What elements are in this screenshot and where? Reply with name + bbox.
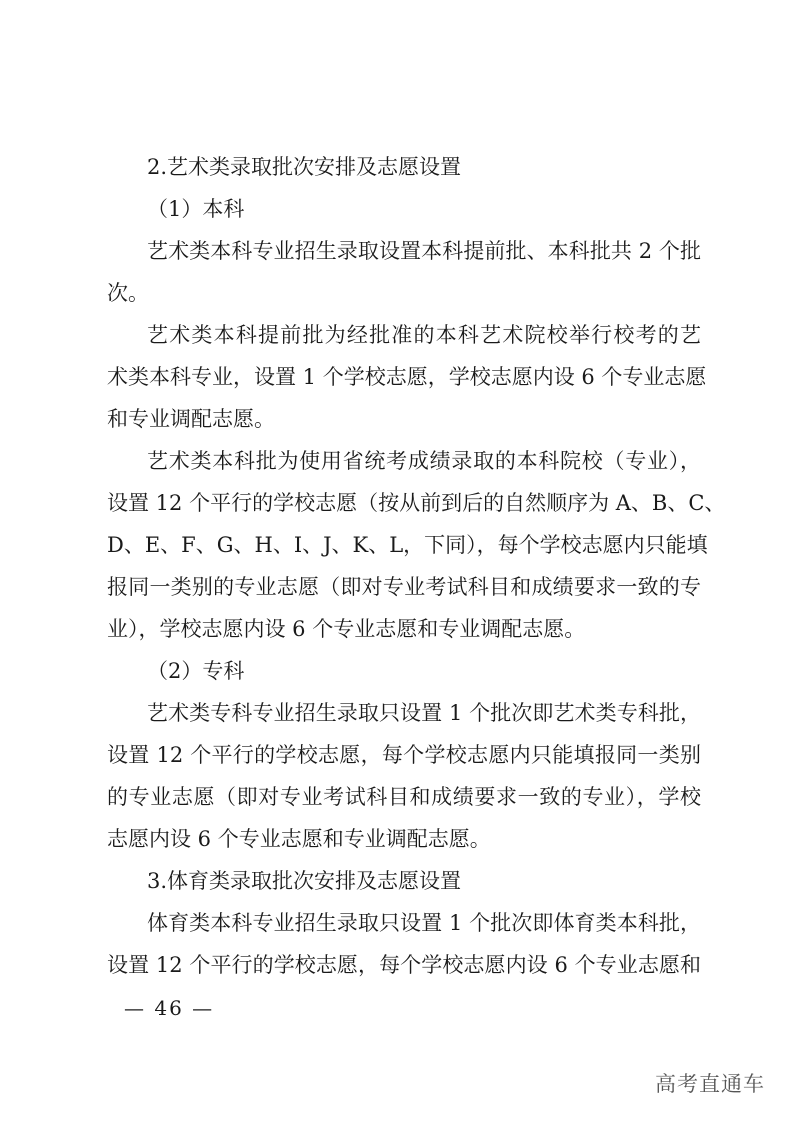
text-line: 艺术类专科专业招生录取只设置 1 个批次即艺术类专科批， (147, 701, 701, 725)
text-line: 术类本科专业，设置 1 个学校志愿，学校志愿内设 6 个专业志愿 (107, 365, 707, 389)
text-line: D、E、F、G、H、I、J、K、L，下同），每个学校志愿内只能填 (107, 533, 708, 557)
text-line: 和专业调配志愿。 (107, 407, 275, 431)
text-line: 艺术类本科批为使用省统考成绩录取的本科院校（专业）， (147, 449, 701, 473)
text-line: 业），学校志愿内设 6 个专业志愿和专业调配志愿。 (107, 617, 586, 641)
text-line: 2.艺术类录取批次安排及志愿设置 (147, 155, 462, 179)
text-line: 次。 (107, 281, 149, 305)
text-line: 体育类本科专业招生录取只设置 1 个批次即体育类本科批， (147, 911, 701, 935)
text-line: 志愿内设 6 个专业志愿和专业调配志愿。 (107, 827, 491, 851)
text-line: 报同一类别的专业志愿（即对专业考试科目和成绩要求一致的专 (107, 575, 701, 599)
page-number: — 46 — (124, 996, 215, 1020)
text-line: （1）本科 (147, 197, 245, 221)
document-body (107, 146, 726, 986)
text-line: 艺术类本科提前批为经批准的本科艺术院校举行校考的艺 (147, 323, 701, 347)
text-line: 艺术类本科专业招生录取设置本科提前批、本科批共 2 个批 (147, 239, 701, 263)
text-line: 设置 12 个平行的学校志愿（按从前到后的自然顺序为 A、B、C、 (107, 491, 726, 515)
text-line: （2）专科 (147, 659, 245, 683)
text-line: 设置 12 个平行的学校志愿，每个学校志愿内设 6 个专业志愿和 (107, 953, 701, 977)
watermark: 高考直通车 (655, 1072, 765, 1096)
text-line: 3.体育类录取批次安排及志愿设置 (147, 869, 462, 893)
text-line: 的专业志愿（即对专业考试科目和成绩要求一致的专业），学校 (107, 785, 701, 809)
text-line: 设置 12 个平行的学校志愿，每个学校志愿内只能填报同一类别 (107, 743, 701, 767)
